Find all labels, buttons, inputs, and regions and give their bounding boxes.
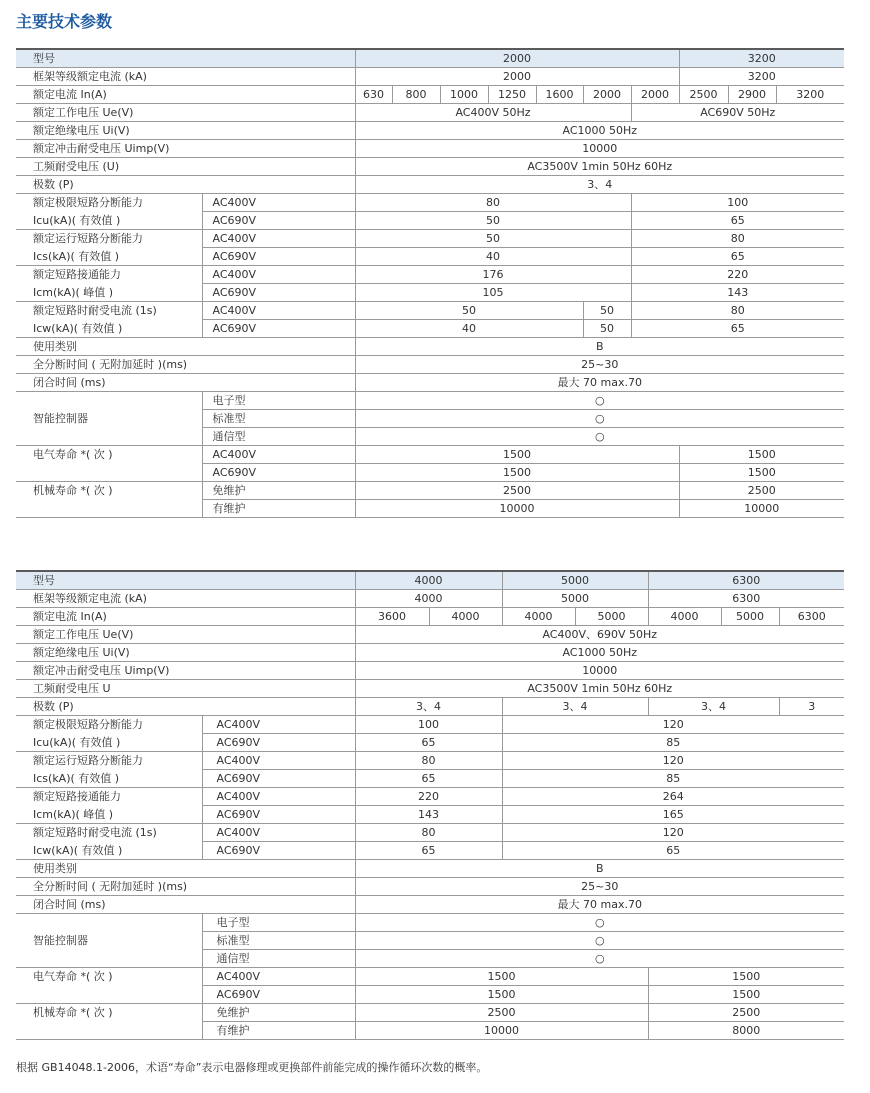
voltage-label: AC400V <box>202 788 355 806</box>
cell: 1500 <box>679 446 844 464</box>
voltage-label: AC690V <box>202 464 355 482</box>
controller-type: 标准型 <box>202 410 355 428</box>
model-header: 型号 <box>16 571 355 590</box>
table-row <box>16 1022 844 1040</box>
table-row <box>16 140 844 158</box>
model-3200: 3200 <box>679 49 844 68</box>
voltage-label: AC690V <box>202 986 355 1004</box>
voltage-label: AC690V <box>202 320 355 338</box>
cell: 3600 <box>355 608 429 626</box>
empty-cell <box>16 428 202 446</box>
maintenance-type: 免维护 <box>202 1004 355 1022</box>
table-row <box>16 194 844 212</box>
break-time-label: 全分断时间 ( 无附加延时 )(ms) <box>16 356 355 374</box>
cell: 2000 <box>631 86 679 104</box>
model-header: 型号 <box>16 49 355 68</box>
voltage-label: AC690V <box>202 212 355 230</box>
table-row <box>16 968 844 986</box>
cell: 40 <box>355 248 631 266</box>
cell: 176 <box>355 266 631 284</box>
empty-cell <box>16 986 202 1004</box>
cell: AC3500V 1min 50Hz 60Hz <box>355 680 844 698</box>
cell: 6300 <box>779 608 844 626</box>
model-4000: 4000 <box>355 571 502 590</box>
cell: 50 <box>355 302 583 320</box>
cell: 5000 <box>502 590 648 608</box>
table-row <box>16 86 844 104</box>
cell: 6300 <box>648 590 844 608</box>
empty-cell <box>16 1022 202 1040</box>
table-row <box>16 626 844 644</box>
cell: AC690V 50Hz <box>631 104 844 122</box>
cell: 2500 <box>648 1004 844 1022</box>
cell: 2500 <box>355 1004 648 1022</box>
elec-life-label: 电气寿命 *( 次 ) <box>33 448 113 462</box>
voltage-label: AC690V <box>202 770 355 788</box>
cell: 50 <box>583 320 631 338</box>
cell: 120 <box>502 716 844 734</box>
ics-label-1: 额定运行短路分断能力 <box>33 232 143 246</box>
empty-cell <box>16 464 202 482</box>
cell: 3 <box>779 698 844 716</box>
cell: 65 <box>631 248 844 266</box>
ics-label-2: Ics(kA)( 有效值 ) <box>16 248 202 266</box>
cell: 2000 <box>355 68 679 86</box>
voltage-label: AC400V <box>202 824 355 842</box>
elec-life-label: 电气寿命 *( 次 ) <box>33 970 113 984</box>
table-row <box>16 464 844 482</box>
cell: ○ <box>355 950 844 968</box>
table-row <box>16 860 844 878</box>
cell: ○ <box>355 914 844 932</box>
spec-table-4000-6300 <box>16 570 844 1040</box>
table-row <box>16 266 844 284</box>
cell: 65 <box>355 734 502 752</box>
voltage-label: AC400V <box>202 716 355 734</box>
table-row <box>16 590 844 608</box>
table-row <box>16 392 844 410</box>
cell: 最大 70 max.70 <box>355 896 844 914</box>
table-row <box>16 410 844 428</box>
model-6300: 6300 <box>648 571 844 590</box>
table-row <box>16 752 844 770</box>
table-row <box>16 68 844 86</box>
icm-label-1: 额定短路接通能力 <box>33 268 121 282</box>
cell: 85 <box>502 734 844 752</box>
cell: ○ <box>355 410 844 428</box>
icw-label-1: 额定短路时耐受电流 (1s) <box>33 826 157 840</box>
break-time-label: 全分断时间 ( 无附加延时 )(ms) <box>16 878 355 896</box>
cell: 80 <box>355 824 502 842</box>
table-row <box>16 212 844 230</box>
voltage-label: AC690V <box>202 806 355 824</box>
controller-type: 通信型 <box>202 428 355 446</box>
table-row <box>16 608 844 626</box>
icu-label-2: Icu(kA)( 有效值 ) <box>16 212 202 230</box>
cell: AC400V 50Hz <box>355 104 631 122</box>
spec-table-2000-3200 <box>16 48 844 518</box>
icu-label-1: 额定极限短路分断能力 <box>33 718 143 732</box>
cell: 220 <box>631 266 844 284</box>
icu-label-1: 额定极限短路分断能力 <box>33 196 143 210</box>
maintenance-type: 免维护 <box>202 482 355 500</box>
table-row <box>16 878 844 896</box>
table-row <box>16 734 844 752</box>
uimp-label: 额定冲击耐受电压 Uimp(V) <box>16 140 355 158</box>
cell: 264 <box>502 788 844 806</box>
cell: 5000 <box>721 608 779 626</box>
cell: 50 <box>355 230 631 248</box>
ue-label: 额定工作电压 Ue(V) <box>16 104 355 122</box>
cell: 4000 <box>502 608 575 626</box>
table-row <box>16 644 844 662</box>
cell: 100 <box>631 194 844 212</box>
table-row <box>16 806 844 824</box>
table-row <box>16 788 844 806</box>
icw-label-2: Icw(kA)( 有效值 ) <box>16 320 202 338</box>
icm-label-2: Icm(kA)( 峰值 ) <box>16 806 202 824</box>
cell: 80 <box>631 302 844 320</box>
cell: 2500 <box>355 482 679 500</box>
voltage-label: AC690V <box>202 248 355 266</box>
cell: ○ <box>355 932 844 950</box>
table-row <box>16 248 844 266</box>
voltage-label: AC400V <box>202 302 355 320</box>
cell: 10000 <box>355 500 679 518</box>
cell: 40 <box>355 320 583 338</box>
table-row <box>16 680 844 698</box>
cell: 80 <box>355 752 502 770</box>
table-row <box>16 716 844 734</box>
table-row <box>16 446 844 464</box>
cell: 1500 <box>355 986 648 1004</box>
voltage-label: AC690V <box>202 284 355 302</box>
table-row <box>16 482 844 500</box>
table-row <box>16 230 844 248</box>
cell: AC1000 50Hz <box>355 644 844 662</box>
cell: 3200 <box>679 68 844 86</box>
poles-label: 极数 (P) <box>16 176 355 194</box>
cell: 165 <box>502 806 844 824</box>
ue-label: 额定工作电压 Ue(V) <box>16 626 355 644</box>
controller-type: 电子型 <box>202 914 355 932</box>
table-row <box>16 284 844 302</box>
cell: 4000 <box>648 608 721 626</box>
cell: ○ <box>355 428 844 446</box>
cell: 143 <box>355 806 502 824</box>
frame-current-label: 框架等级额定电流 (kA) <box>16 68 355 86</box>
ui-label: 额定绝缘电压 Ui(V) <box>16 122 355 140</box>
icw-label-1: 额定短路时耐受电流 (1s) <box>33 304 157 318</box>
cell: 1500 <box>355 446 679 464</box>
table-row <box>16 662 844 680</box>
controller-type: 通信型 <box>202 950 355 968</box>
table-row <box>16 1004 844 1022</box>
footnote: 根据 GB14048.1-2006，术语“寿命”表示电器修理或更换部件前能完成的操作循环次数的概率。 <box>16 1061 488 1074</box>
voltage-label: AC400V <box>202 968 355 986</box>
table-row <box>16 500 844 518</box>
cell: 2000 <box>583 86 631 104</box>
cell: ○ <box>355 392 844 410</box>
cell: 1600 <box>536 86 583 104</box>
cell: 5000 <box>575 608 648 626</box>
controller-type: 标准型 <box>202 932 355 950</box>
maintenance-type: 有维护 <box>202 1022 355 1040</box>
controller-label: 智能控制器 <box>33 412 88 425</box>
cell: 1500 <box>355 968 648 986</box>
cell: 最大 70 max.70 <box>355 374 844 392</box>
cell: 100 <box>355 716 502 734</box>
empty-cell <box>16 500 202 518</box>
category-label: 使用类别 <box>16 338 355 356</box>
cell: 65 <box>355 842 502 860</box>
cell: 4000 <box>355 590 502 608</box>
cell: 2900 <box>728 86 776 104</box>
table-row <box>16 896 844 914</box>
cell: 1500 <box>355 464 679 482</box>
icu-label-2: Icu(kA)( 有效值 ) <box>16 734 202 752</box>
table-row <box>16 932 844 950</box>
cell: 3、4 <box>355 176 844 194</box>
cell: 800 <box>392 86 440 104</box>
voltage-label: AC690V <box>202 734 355 752</box>
cell: 220 <box>355 788 502 806</box>
table-row <box>16 824 844 842</box>
table-row <box>16 122 844 140</box>
rated-current-label: 额定电流 In(A) <box>16 608 355 626</box>
cell: 10000 <box>355 662 844 680</box>
page-title: 主要技术参数 <box>16 12 113 31</box>
model-2000: 2000 <box>355 49 679 68</box>
cell: 80 <box>355 194 631 212</box>
cell: 120 <box>502 752 844 770</box>
cell: 65 <box>502 842 844 860</box>
empty-cell <box>16 950 202 968</box>
table-row <box>16 302 844 320</box>
cell: 80 <box>631 230 844 248</box>
table-header-row <box>16 571 844 590</box>
table-row <box>16 176 844 194</box>
cell: 25~30 <box>355 356 844 374</box>
table-row <box>16 428 844 446</box>
category-label: 使用类别 <box>16 860 355 878</box>
cell: AC3500V 1min 50Hz 60Hz <box>355 158 844 176</box>
icm-label-1: 额定短路接通能力 <box>33 790 121 804</box>
cell: 1000 <box>440 86 488 104</box>
table-row <box>16 950 844 968</box>
cell: 10000 <box>355 1022 648 1040</box>
empty-cell <box>16 392 202 410</box>
maintenance-type: 有维护 <box>202 500 355 518</box>
cell: 8000 <box>648 1022 844 1040</box>
table-row <box>16 986 844 1004</box>
ui-label: 额定绝缘电压 Ui(V) <box>16 644 355 662</box>
cell: 65 <box>631 320 844 338</box>
mech-life-label: 机械寿命 *( 次 ) <box>33 1006 113 1020</box>
voltage-label: AC400V <box>202 230 355 248</box>
voltage-label: AC400V <box>202 752 355 770</box>
table-row <box>16 338 844 356</box>
mech-life-label: 机械寿命 *( 次 ) <box>33 484 113 498</box>
table-row <box>16 770 844 788</box>
u-label: 工频耐受电压 U <box>16 680 355 698</box>
cell: 65 <box>355 770 502 788</box>
model-5000: 5000 <box>502 571 648 590</box>
table-row <box>16 158 844 176</box>
cell: 85 <box>502 770 844 788</box>
cell: 10000 <box>679 500 844 518</box>
uimp-label: 额定冲击耐受电压 Uimp(V) <box>16 662 355 680</box>
table-row <box>16 698 844 716</box>
cell: 630 <box>355 86 392 104</box>
cell: 3、4 <box>355 698 502 716</box>
cell: 4000 <box>429 608 502 626</box>
cell: 50 <box>583 302 631 320</box>
ics-label-2: Ics(kA)( 有效值 ) <box>16 770 202 788</box>
cell: 1500 <box>648 968 844 986</box>
cell: 143 <box>631 284 844 302</box>
rated-current-label: 额定电流 In(A) <box>16 86 355 104</box>
frame-current-label: 框架等级额定电流 (kA) <box>16 590 355 608</box>
close-time-label: 闭合时间 (ms) <box>16 896 355 914</box>
poles-label: 极数 (P) <box>16 698 355 716</box>
table-row <box>16 320 844 338</box>
table-row <box>16 842 844 860</box>
cell: 2500 <box>679 482 844 500</box>
cell: 25~30 <box>355 878 844 896</box>
voltage-label: AC400V <box>202 194 355 212</box>
icm-label-2: Icm(kA)( 峰值 ) <box>16 284 202 302</box>
cell: 1500 <box>648 986 844 1004</box>
table-header-row <box>16 49 844 68</box>
cell: 3、4 <box>502 698 648 716</box>
controller-label: 智能控制器 <box>33 934 88 947</box>
cell: B <box>355 338 844 356</box>
cell: 10000 <box>355 140 844 158</box>
ics-label-1: 额定运行短路分断能力 <box>33 754 143 768</box>
u-label: 工频耐受电压 (U) <box>16 158 355 176</box>
table-row <box>16 356 844 374</box>
voltage-label: AC690V <box>202 842 355 860</box>
cell: 1500 <box>679 464 844 482</box>
cell: 65 <box>631 212 844 230</box>
controller-type: 电子型 <box>202 392 355 410</box>
voltage-label: AC400V <box>202 446 355 464</box>
table-row <box>16 104 844 122</box>
cell: AC1000 50Hz <box>355 122 844 140</box>
cell: 3200 <box>776 86 844 104</box>
table-row <box>16 914 844 932</box>
cell: 2500 <box>679 86 728 104</box>
empty-cell <box>16 914 202 932</box>
cell: 50 <box>355 212 631 230</box>
cell: 1250 <box>488 86 536 104</box>
cell: 3、4 <box>648 698 779 716</box>
cell: B <box>355 860 844 878</box>
voltage-label: AC400V <box>202 266 355 284</box>
table-row <box>16 374 844 392</box>
cell: 105 <box>355 284 631 302</box>
icw-label-2: Icw(kA)( 有效值 ) <box>16 842 202 860</box>
cell: 120 <box>502 824 844 842</box>
cell: AC400V、690V 50Hz <box>355 626 844 644</box>
close-time-label: 闭合时间 (ms) <box>16 374 355 392</box>
